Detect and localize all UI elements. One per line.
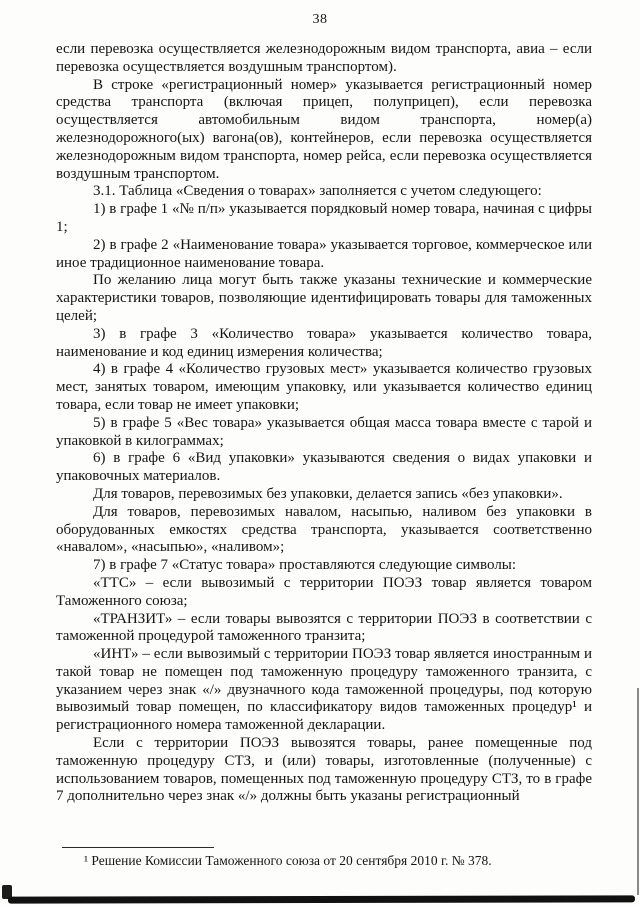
paragraph: 5) в графе 5 «Вес товара» указывается общая масса товара вместе с тарой и упаковкой в килограммах; bbox=[56, 414, 592, 449]
document-body bbox=[56, 41, 592, 806]
paragraph: В строке «регистрационный номер» указывается регистрационный номер средства транспорта (включая прицеп, полуприцеп), если перевозка осуществляется автомобильным видом транспорта, номер(а) железнодорожного(ых) вагона(ов), контейнеров, если перевозка осуществляется железнодорожным видом транспорта, номер рейса, если перевозка осуществляется воздушным транспортом. bbox=[56, 76, 592, 182]
paragraph: если перевозка осуществляется железнодорожным видом транспорта, авиа – если перевозка осуществляется воздушным транспортом). bbox=[56, 41, 592, 75]
paragraph: «ТРАНЗИТ» – если товары вывозятся с территории ПОЭЗ в соответствии с таможенной процедурой таможенного транзита; bbox=[56, 610, 592, 645]
scan-artifact-right bbox=[637, 688, 639, 895]
paragraph: «ТТС» – если вывозимый с территории ПОЭЗ товар является товаром Таможенного союза; bbox=[56, 574, 592, 609]
paragraph: По желанию лица могут быть также указаны технические и коммерческие характеристики товаров, позволяющие идентифицировать товары для таможенных целей; bbox=[56, 272, 592, 324]
scan-artifact-bottom bbox=[8, 895, 635, 903]
paragraph: 7) в графе 7 «Статус товара» проставляются следующие символы: bbox=[93, 557, 517, 574]
paragraph: Если с территории ПОЭЗ вывозятся товары, ранее помещенные под таможенную процедуру СТЗ, и (или) товары, изготовленные (полученные) с использованием товаров, помещенных под таможенную процедуру СТЗ, то в графе 7 дополнительно через знак «/» должны быть указаны регистрационный bbox=[56, 735, 592, 805]
paragraph: 3) в графе 3 «Количество товара» указывается количество товара, наименование и код единиц измерения количества; bbox=[56, 325, 592, 360]
paragraph: 2) в графе 2 «Наименование товара» указывается торговое, коммерческое или иное традиционное наименование товара. bbox=[56, 236, 592, 271]
footnote-separator bbox=[62, 847, 214, 848]
paragraph: 3.1. Таблица «Сведения о товарах» заполняется с учетом следующего: bbox=[93, 183, 542, 200]
paragraph: «ИНТ» – если вывозимый с территории ПОЭЗ товар является иностранным и такой товар не помещен под таможенную процедуру таможенного транзита, с указанием через знак «/» двузначного кода таможенной процедуры, под которую вывозимый товар помещен, по классификатору видов таможенных процедур¹ и регистрационного номера таможенной декларации. bbox=[56, 646, 592, 734]
paragraph: Для товаров, перевозимых без упаковки, делается запись «без упаковки». bbox=[93, 485, 563, 502]
page-number: 38 bbox=[312, 12, 328, 27]
footnote-area bbox=[56, 847, 592, 869]
paragraph: 1) в графе 1 «№ п/п» указывается порядковый номер товара, начиная с цифры 1; bbox=[56, 201, 592, 235]
footnote-text: ¹ Решение Комиссии Таможенного союза от 20 сентября 2010 г. № 378. bbox=[84, 853, 492, 868]
paragraph: 6) в графе 6 «Вид упаковки» указываются сведения о видах упаковки и упаковочных материалов. bbox=[56, 450, 592, 485]
paragraph: Для товаров, перевозимых навалом, насыпью, наливом без упаковки в оборудованных емкостях средства транспорта, указывается соответственно «навалом», «насыпью», «наливом»; bbox=[56, 503, 592, 556]
paragraph: 4) в графе 4 «Количество грузовых мест» указывается количество грузовых мест, занятых товаром, имеющим упаковку, или указывается количество единиц товара, если товар не имеет упаковки; bbox=[56, 361, 592, 413]
